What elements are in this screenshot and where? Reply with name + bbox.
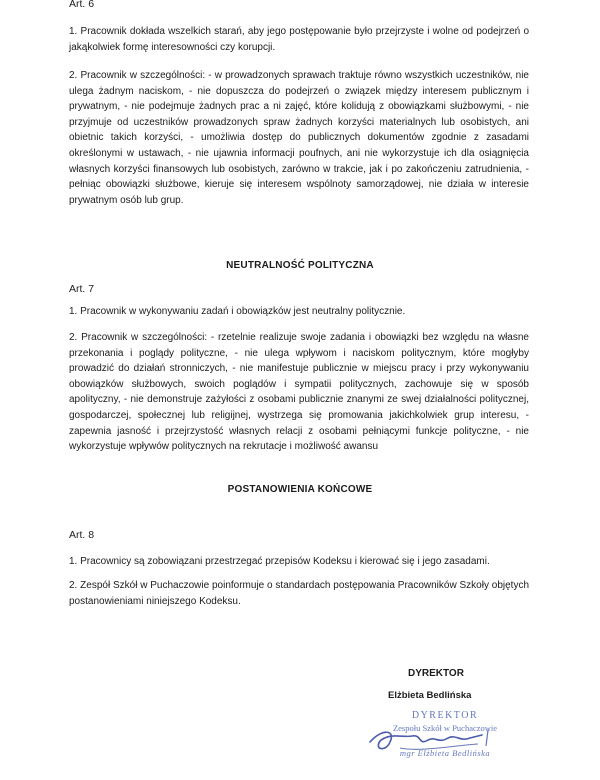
stamp-signatory: mgr Elżbieta Bedlińska bbox=[399, 748, 491, 758]
article-6-paragraph-2: 2. Pracownik w szczególności: - w prowadzonych sprawach traktuje równo wszystkich uczestników, nie ulega żadnym naciskom, - nie dopuszcza do podejrzeń o związek między interesem publicznym i prywatnym, - nie podejmuje żadnych prac a ni zajęć, które kolidują z obowiązkami służbowymi, - nie przyjmuje od uczestników prowadzonych spraw żadnych korzyści materialnych lub osobistych, ani obietnic takich korzyści, - umożliwia dostęp do publicznych dokumentów zgodnie z zasadami określonymi w ustawach, - nie ujawnia informacji poufnych, ani nie wykorzystuje ich dla osiągnięcia własnych korzyści finansowych lub osobistych, zarówno w trakcie, jak i po zakończeniu zatrudnienia, - pełniąc obowiązki służbowe, kieruje się interesem wspólnoty samorządowej, nie działa w interesie prywatnym osób lub grup. bbox=[69, 70, 529, 206]
director-stamp bbox=[360, 708, 530, 774]
article-7-paragraph-1: 1. Pracownik w wykonywaniu zadań i obowiązków jest neutralny politycznie. bbox=[69, 306, 406, 317]
stamp-school: Zespołu Szkół w Puchaczowie bbox=[392, 723, 498, 733]
article-7-paragraph-2: 2. Pracownik w szczególności: - rzetelnie realizuje swoje zadania i obowiązki bez względu na własne przekonania i poglądy polityczne, - nie ulega wpływom i naciskom politycznym, które mogłyby prowadzić do działań stronniczych, - nie manifestuje publicznie w miejscu pracy i przy wykonywaniu obowiązków służbowych, swoich poglądów i sympatii politycznych, zachowuje się w sposób apolityczny, - nie demonstruje zażyłości z osobami publicznie znanymi ze swej działalności politycznej, gospodarczej, społecznej lub religijnej, wystrzega się promowania jakichkolwiek grup interesu, - zapewnia jasność i przejrzystość własnych relacji z osobami pełniącymi funkcje polityczne, - nie wykorzystuje wpływów politycznych na rekrutacje i możliwość awansu bbox=[69, 332, 529, 453]
stamp-title: DYREKTOR bbox=[411, 710, 479, 721]
article-7-label: Art. 7 bbox=[69, 283, 95, 295]
section-heading-neutrality: NEUTRALNOŚĆ POLITYCZNA bbox=[226, 260, 374, 271]
article-8-paragraph-1: 1. Pracownicy są zobowiązani przestrzegać przepisów Kodeksu i kierować się i jego zasadami. bbox=[69, 556, 490, 567]
article-8-paragraph-2: 2. Zespół Szkół w Puchaczowie poinformuje o standardach postępowania Pracowników Szkoły objętych postanowieniami niniejszego Kodeksu. bbox=[69, 580, 529, 607]
handwritten-signature bbox=[360, 708, 530, 774]
article-8-label: Art. 8 bbox=[69, 529, 95, 541]
article-6-paragraph-1: 1. Pracownik dokłada wszelkich starań, aby jego postępowanie było przejrzyste i wolne od podejrzeń o jakąkolwiek formę interesowności czy korupcji. bbox=[69, 26, 529, 53]
signature-name: Elżbieta Bedlińska bbox=[388, 690, 472, 701]
article-6-label: Art. 6 bbox=[69, 0, 95, 10]
signature-title: DYREKTOR bbox=[408, 668, 464, 679]
section-heading-final-provisions: POSTANOWIENIA KOŃCOWE bbox=[227, 484, 373, 495]
